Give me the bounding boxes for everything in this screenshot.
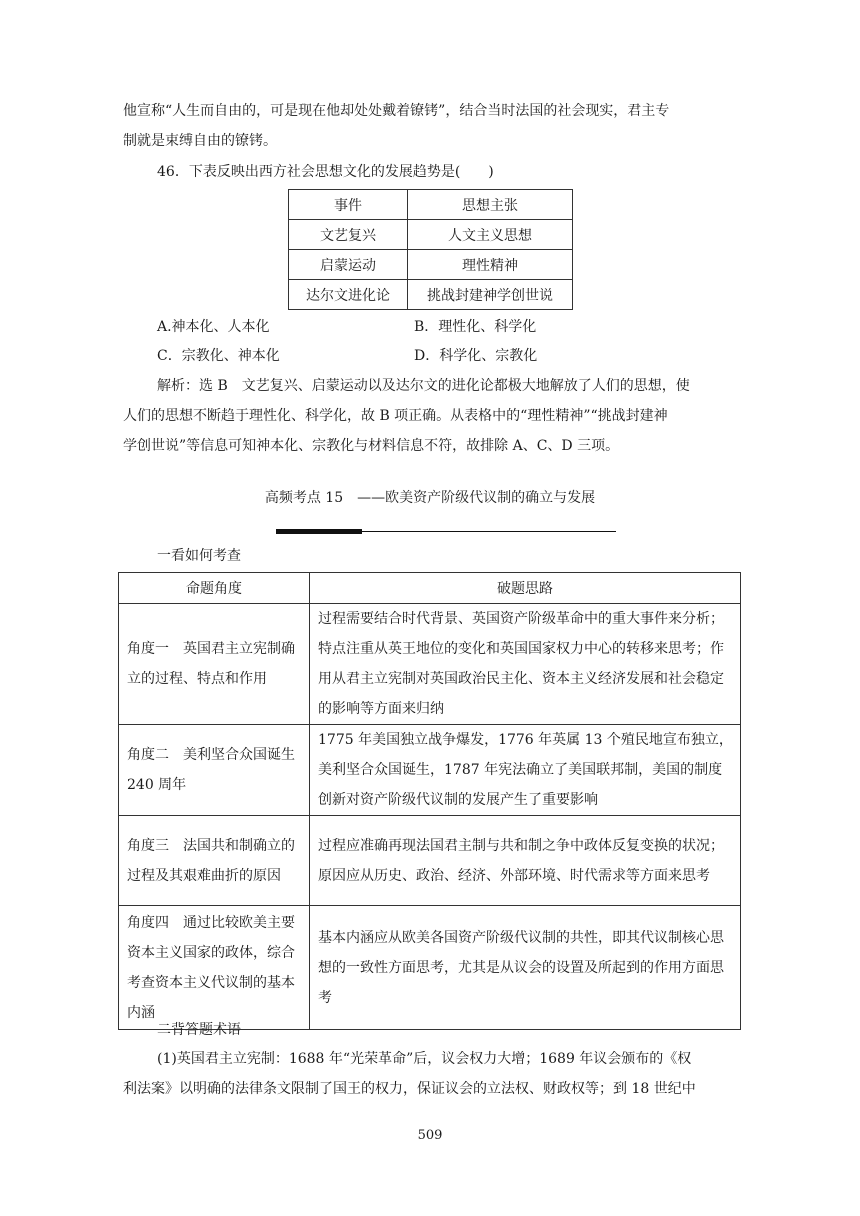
table-cell: 理性精神	[408, 250, 573, 280]
table-row	[289, 280, 573, 310]
angle-cell: 角度二 美利坚合众国诞生 240 周年	[119, 725, 310, 816]
table-row	[119, 816, 741, 906]
table-cell: 文艺复兴	[289, 220, 408, 250]
table-cell: 启蒙运动	[289, 250, 408, 280]
subheading-how-tested: 一看如何考查	[157, 548, 241, 564]
section-divider-thick	[276, 529, 362, 534]
section-title: 高频考点 15 ——欧美资产阶级代议制的确立与发展	[264, 490, 596, 506]
table-cell: 挑战封建神学创世说	[408, 280, 573, 310]
table-cell: 达尔文进化论	[289, 280, 408, 310]
angle-cell: 角度三 法国共和制确立的过程及其艰难曲折的原因	[119, 816, 310, 906]
question-stem: 46．下表反映出西方社会思想文化的发展趋势是( )	[157, 164, 494, 180]
approach-cell: 基本内涵应从欧美各国资产阶级代议制的共性，即其代议制核心思想的一致性方面思考，尤其是从议会的设置及所起到的作用方面思考	[310, 906, 741, 1030]
table-row	[119, 604, 741, 725]
option-c: C．宗教化、神本化	[157, 348, 280, 364]
table-cell: 人文主义思想	[408, 220, 573, 250]
term-1-line-1: (1)英国君主立宪制：1688 年“光荣革命”后，议会权力大增；1689 年议会颁布的《权	[157, 1051, 692, 1067]
intro-line-2: 制就是束缚自由的镣铐。	[123, 133, 277, 149]
option-a: A.神本化、人本化	[157, 319, 270, 335]
table-row	[119, 573, 741, 604]
option-d: D．科学化、宗教化	[414, 348, 538, 364]
section-divider-thin	[362, 531, 616, 532]
table-row	[289, 190, 573, 220]
exam-angle-table	[118, 572, 741, 1030]
table-row	[289, 220, 573, 250]
analysis-line-3: 学创世说”等信息可知神本化、宗教化与材料信息不符，故排除 A、C、D 三项。	[123, 438, 620, 454]
table-row	[289, 250, 573, 280]
analysis-line-1: 解析：选 B 文艺复兴、启蒙运动以及达尔文的进化论都极大地解放了人们的思想，使	[157, 378, 690, 394]
angle-cell: 角度四 通过比较欧美主要资本主义国家的政体，综合考查资本主义代议制的基本内涵	[119, 906, 310, 1030]
table-header-event: 事件	[289, 190, 408, 220]
table-header-approach: 破题思路	[310, 573, 741, 604]
approach-cell: 过程应准确再现法国君主制与共和制之争中政体反复变换的状况；原因应从历史、政治、经济、外部环境、时代需求等方面来思考	[310, 816, 741, 906]
question-table	[288, 189, 573, 310]
table-row	[119, 906, 741, 1030]
analysis-line-2: 人们的思想不断趋于理性化、科学化，故 B 项正确。从表格中的“理性精神”“挑战封建神	[123, 408, 668, 424]
approach-cell: 过程需要结合时代背景、英国资产阶级革命中的重大事件来分析；特点注重从英王地位的变化和英国国家权力中心的转移来思考；作用从君主立宪制对英国政治民主化、资本主义经济发展和社会稳定的影响等方面来归纳	[310, 604, 741, 725]
angle-cell: 角度一 英国君主立宪制确立的过程、特点和作用	[119, 604, 310, 725]
option-b: B．理性化、科学化	[414, 319, 537, 335]
page-number: 509	[417, 1128, 443, 1143]
intro-line-1: 他宣称“人生而自由的，可是现在他却处处戴着镣铐”，结合当时法国的社会现实，君主专	[123, 103, 670, 119]
table-row	[119, 725, 741, 816]
term-1-line-2: 利法案》以明确的法律条文限制了国王的权力，保证议会的立法权、财政权等；到 18 世纪中	[123, 1081, 696, 1097]
subheading-terms: 二背答题术语	[157, 1022, 241, 1038]
table-header-angle: 命题角度	[119, 573, 310, 604]
table-header-idea: 思想主张	[408, 190, 573, 220]
approach-cell: 1775 年美国独立战争爆发，1776 年英属 13 个殖民地宣布独立，美利坚合众国诞生，1787 年宪法确立了美国联邦制，美国的制度创新对资产阶级代议制的发展产生了重要影响	[310, 725, 741, 816]
